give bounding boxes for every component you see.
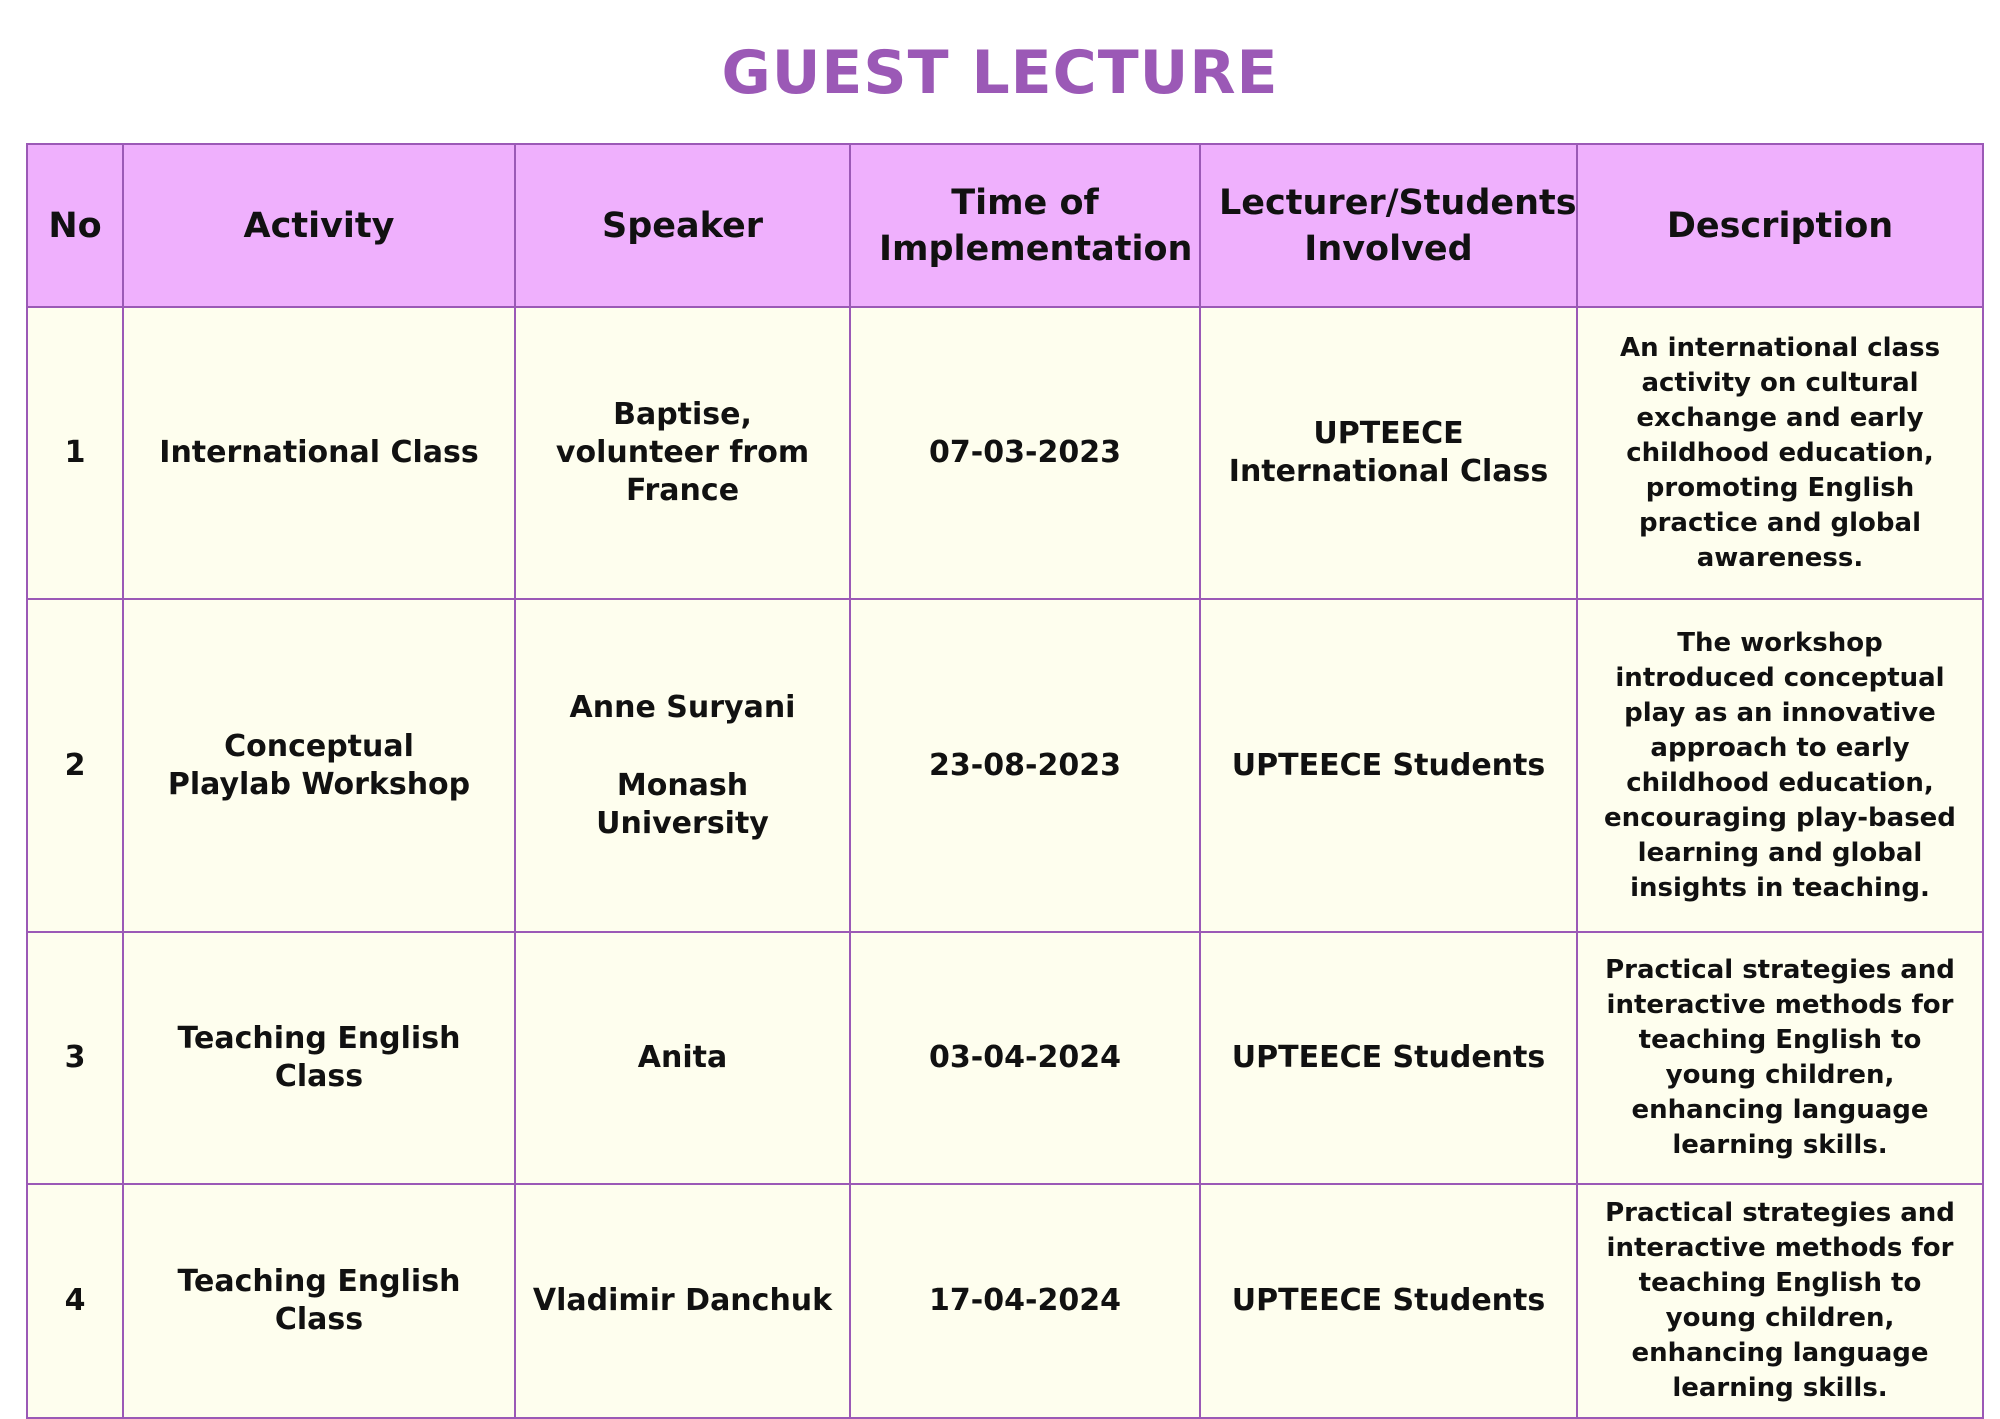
cell-involved: UPTEECE Students: [1200, 1184, 1577, 1418]
cell-involved: UPTEECE Students: [1200, 599, 1577, 932]
cell-activity: Teaching English Class: [123, 1184, 515, 1418]
cell-no: 2: [27, 599, 123, 932]
cell-activity: Conceptual Playlab Workshop: [123, 599, 515, 932]
cell-activity: Teaching English Class: [123, 932, 515, 1184]
speaker-name: Baptise, volunteer from France: [555, 397, 810, 508]
cell-description: Practical strategies and interactive methods for teaching English to young children, enhancing language learning skills.: [1577, 1184, 1983, 1418]
cell-time: 17-04-2024: [850, 1184, 1200, 1418]
header-involved: Lecturer/Students Involved: [1200, 144, 1577, 307]
cell-activity: International Class: [123, 307, 515, 599]
table-row: [27, 1184, 1983, 1418]
cell-speaker: [515, 307, 850, 599]
cell-time: 07-03-2023: [850, 307, 1200, 599]
header-no: No: [27, 144, 123, 307]
speaker-name: Anita: [637, 1040, 728, 1075]
table-row: [27, 307, 1983, 599]
speaker-name: Anne Suryani: [569, 689, 796, 725]
header-description: Description: [1577, 144, 1983, 307]
cell-involved: UPTEECE Students: [1200, 932, 1577, 1184]
table-header-row: [27, 144, 1983, 307]
header-time: Time of Implementation: [850, 144, 1200, 307]
cell-time: 03-04-2024: [850, 932, 1200, 1184]
cell-description: An international class activity on cultural exchange and early childhood education, promoting English practice and global awareness.: [1577, 307, 1983, 599]
speaker-affiliation: Monash University: [596, 767, 769, 841]
cell-speaker: [515, 1184, 850, 1418]
guest-lecture-table: [26, 143, 1984, 1419]
header-activity: Activity: [123, 144, 515, 307]
table-row: [27, 932, 1983, 1184]
speaker-name: Vladimir Danchuk: [532, 1283, 833, 1318]
cell-time: 23-08-2023: [850, 599, 1200, 932]
page-title: GUEST LECTURE: [721, 38, 1279, 108]
cell-no: 3: [27, 932, 123, 1184]
cell-no: 4: [27, 1184, 123, 1418]
cell-speaker: [515, 599, 850, 932]
cell-description: Practical strategies and interactive methods for teaching English to young children, enhancing language learning skills.: [1577, 932, 1983, 1184]
cell-involved: UPTEECE International Class: [1200, 307, 1577, 599]
cell-speaker: [515, 932, 850, 1184]
cell-no: 1: [27, 307, 123, 599]
table-row: [27, 599, 1983, 932]
header-speaker: Speaker: [515, 144, 850, 307]
cell-description: The workshop introduced conceptual play as an innovative approach to early childhood education, encouraging play-based learning and global insights in teaching.: [1577, 599, 1983, 932]
